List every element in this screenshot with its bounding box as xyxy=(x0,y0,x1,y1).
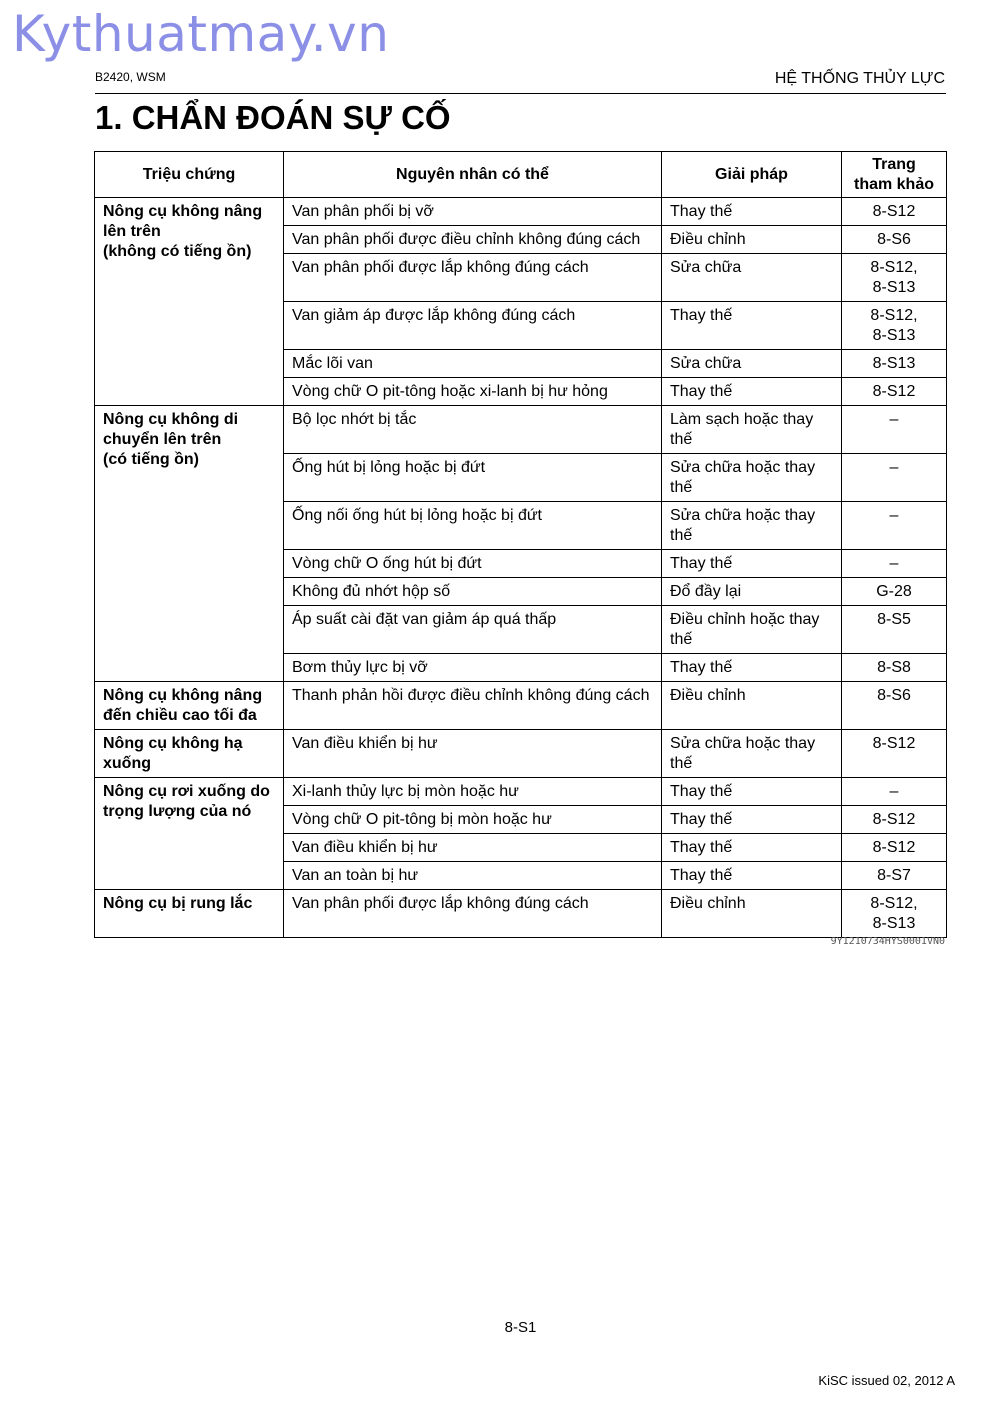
symptom-cell: Nông cụ rơi xuống do trọng lượng của nó xyxy=(95,778,284,890)
symptom-cell: Nông cụ không hạ xuống xyxy=(95,730,284,778)
solution-cell: Sửa chữa xyxy=(662,254,842,302)
cause-cell: Bơm thủy lực bị vỡ xyxy=(284,654,662,682)
reference-cell: 8-S12, 8-S13 xyxy=(842,302,947,350)
solution-cell: Thay thế xyxy=(662,302,842,350)
solution-cell: Thay thế xyxy=(662,198,842,226)
solution-cell: Thay thế xyxy=(662,834,842,862)
solution-cell: Thay thế xyxy=(662,862,842,890)
header-cause: Nguyên nhân có thể xyxy=(284,152,662,198)
solution-cell: Sửa chữa hoặc thay thế xyxy=(662,730,842,778)
reference-cell: 8-S12 xyxy=(842,834,947,862)
reference-cell: G-28 xyxy=(842,578,947,606)
cause-cell: Thanh phản hồi được điều chỉnh không đúng cách xyxy=(284,682,662,730)
table-row xyxy=(95,890,947,938)
solution-cell: Thay thế xyxy=(662,806,842,834)
header-model: B2420, WSM xyxy=(95,70,166,84)
cause-cell: Xi-lanh thủy lực bị mòn hoặc hư xyxy=(284,778,662,806)
header-solution: Giải pháp xyxy=(662,152,842,198)
cause-cell: Van phân phối bị vỡ xyxy=(284,198,662,226)
solution-cell: Điều chỉnh xyxy=(662,226,842,254)
table-row xyxy=(95,406,947,454)
header-reference: Trang tham khảo xyxy=(842,152,947,198)
reference-cell: 8-S6 xyxy=(842,682,947,730)
cause-cell: Không đủ nhớt hộp số xyxy=(284,578,662,606)
cause-cell: Vòng chữ O pit-tông hoặc xi-lanh bị hư hỏng xyxy=(284,378,662,406)
cause-cell: Mắc lõi van xyxy=(284,350,662,378)
reference-cell: 8-S8 xyxy=(842,654,947,682)
header-symptom: Triệu chứng xyxy=(95,152,284,198)
header-rule xyxy=(95,93,946,94)
solution-cell: Thay thế xyxy=(662,654,842,682)
cause-cell: Vòng chữ O pit-tông bị mòn hoặc hư xyxy=(284,806,662,834)
cause-cell: Van phân phối được lắp không đúng cách xyxy=(284,890,662,938)
issue-info: KiSC issued 02, 2012 A xyxy=(818,1373,955,1388)
document-id: 9Y1210734HYS0001VN0 xyxy=(830,936,945,947)
symptom-cell: Nông cụ không nâng đến chiều cao tối đa xyxy=(95,682,284,730)
reference-cell: – xyxy=(842,502,947,550)
cause-cell: Ống nối ống hút bị lỏng hoặc bị đứt xyxy=(284,502,662,550)
table-row xyxy=(95,730,947,778)
solution-cell: Đổ đầy lại xyxy=(662,578,842,606)
solution-cell: Điều chỉnh xyxy=(662,682,842,730)
solution-cell: Điều chỉnh hoặc thay thế xyxy=(662,606,842,654)
solution-cell: Sửa chữa hoặc thay thế xyxy=(662,502,842,550)
cause-cell: Van phân phối được điều chỉnh không đúng cách xyxy=(284,226,662,254)
reference-cell: 8-S5 xyxy=(842,606,947,654)
solution-cell: Sửa chữa xyxy=(662,350,842,378)
cause-cell: Áp suất cài đặt van giảm áp quá thấp xyxy=(284,606,662,654)
solution-cell: Thay thế xyxy=(662,378,842,406)
cause-cell: Van giảm áp được lắp không đúng cách xyxy=(284,302,662,350)
symptom-cell: Nông cụ không di chuyển lên trên (có tiếng ồn) xyxy=(95,406,284,682)
cause-cell: Ống hút bị lỏng hoặc bị đứt xyxy=(284,454,662,502)
symptom-cell: Nông cụ không nâng lên trên (không có tiếng ồn) xyxy=(95,198,284,406)
table-row xyxy=(95,682,947,730)
solution-cell: Sửa chữa hoặc thay thế xyxy=(662,454,842,502)
page-number: 8-S1 xyxy=(504,1319,537,1336)
symptom-cell: Nông cụ bị rung lắc xyxy=(95,890,284,938)
reference-cell: – xyxy=(842,778,947,806)
header-section-title: HỆ THỐNG THỦY LỰC xyxy=(774,70,945,87)
table-row xyxy=(95,778,947,806)
cause-cell: Van an toàn bị hư xyxy=(284,862,662,890)
watermark-logo: Kythuatmay.vn xyxy=(12,5,390,63)
reference-cell: 8-S12, 8-S13 xyxy=(842,890,947,938)
cause-cell: Bộ lọc nhớt bị tắc xyxy=(284,406,662,454)
solution-cell: Thay thế xyxy=(662,550,842,578)
solution-cell: Điều chỉnh xyxy=(662,890,842,938)
reference-cell: 8-S6 xyxy=(842,226,947,254)
table-row xyxy=(95,198,947,226)
reference-cell: – xyxy=(842,550,947,578)
reference-cell: 8-S12 xyxy=(842,806,947,834)
cause-cell: Vòng chữ O ống hút bị đứt xyxy=(284,550,662,578)
reference-cell: 8-S12 xyxy=(842,730,947,778)
reference-cell: 8-S12 xyxy=(842,378,947,406)
table-body xyxy=(95,198,947,938)
table-header-row xyxy=(95,152,947,198)
cause-cell: Van điều khiển bị hư xyxy=(284,834,662,862)
reference-cell: 8-S12, 8-S13 xyxy=(842,254,947,302)
reference-cell: – xyxy=(842,406,947,454)
cause-cell: Van phân phối được lắp không đúng cách xyxy=(284,254,662,302)
solution-cell: Làm sạch hoặc thay thế xyxy=(662,406,842,454)
reference-cell: 8-S13 xyxy=(842,350,947,378)
reference-cell: 8-S7 xyxy=(842,862,947,890)
solution-cell: Thay thế xyxy=(662,778,842,806)
reference-cell: – xyxy=(842,454,947,502)
page-title: 1. CHẨN ĐOÁN SỰ CỐ xyxy=(95,99,451,136)
reference-cell: 8-S12 xyxy=(842,198,947,226)
cause-cell: Van điều khiển bị hư xyxy=(284,730,662,778)
troubleshooting-table xyxy=(94,151,947,938)
